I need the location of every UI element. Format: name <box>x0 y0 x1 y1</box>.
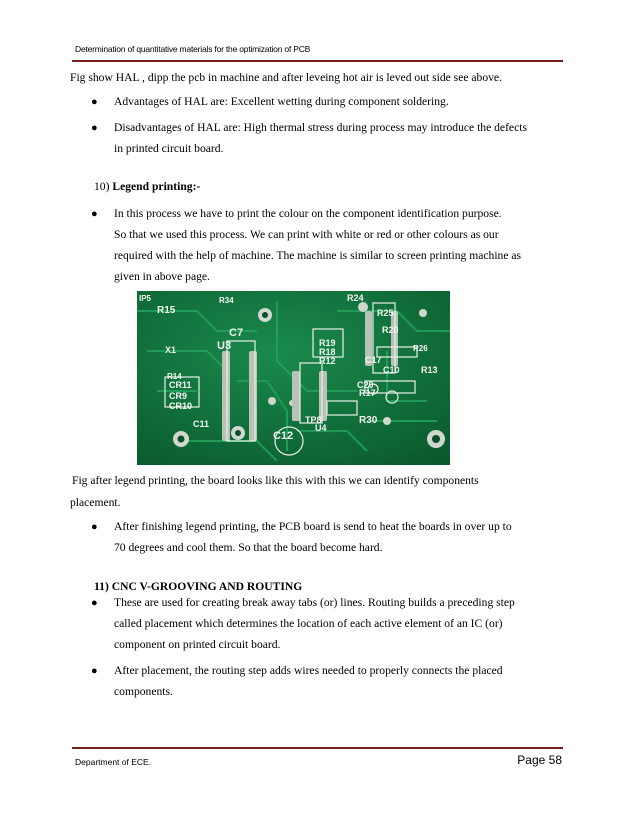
header-rule <box>72 60 563 62</box>
pcb-label: R17 <box>359 388 376 398</box>
legend-section-number: 10) <box>94 180 113 193</box>
bullet-icon: ● <box>91 208 98 220</box>
after-legend-item-cont: 70 degrees and cool them. So that the board become hard. <box>114 541 383 554</box>
pcb-label: TP8 <box>305 415 322 425</box>
legend-item-line: given in above page. <box>114 270 210 283</box>
footer-department: Department of ECE. <box>75 757 152 767</box>
pcb-label: R34 <box>219 296 234 305</box>
figure-caption: Fig after legend printing, the board looks like this with this we can identify components <box>72 474 479 487</box>
pcb-label: R19 <box>319 338 336 348</box>
pcb-label: U4 <box>315 423 327 433</box>
pcb-label: CR10 <box>169 401 193 411</box>
cnc-item-line: component on printed circuit board. <box>114 638 281 651</box>
bullet-icon: ● <box>91 665 98 677</box>
pcb-label: C20 <box>357 380 374 390</box>
routing-item-line: After placement, the routing step adds wires needed to properly connects the placed <box>114 664 503 677</box>
legend-item-line: required with the help of machine. The machine is similar to screen printing machine as <box>114 249 522 262</box>
bullet-icon: ● <box>91 96 98 108</box>
pcb-label: R18 <box>319 347 336 357</box>
pcb-label: R12 <box>319 356 336 366</box>
pcb-label: R26 <box>413 344 428 353</box>
after-legend-item: After finishing legend printing, the PCB board is send to heat the boards in over up to <box>114 520 512 533</box>
pcb-photo <box>137 291 450 465</box>
page-number: Page 58 <box>517 753 562 767</box>
page-header: Determination of quantitative materials for the optimization of PCB <box>75 44 311 54</box>
pcb-label: C11 <box>193 419 210 429</box>
hal-disadvantages-item: Disadvantages of HAL are: High thermal stress during process may introduce the defects <box>114 121 527 134</box>
bullet-icon: ● <box>91 122 98 134</box>
cnc-section-heading: 11) CNC V-GROOVING AND ROUTING <box>94 580 303 593</box>
legend-section-title: Legend printing:- <box>112 180 201 193</box>
pcb-label: C17 <box>365 355 382 365</box>
hal-disadvantages-item-cont: in printed circuit board. <box>114 142 224 155</box>
pcb-label: IP5 <box>139 294 152 303</box>
routing-item-line: components. <box>114 685 173 698</box>
pcb-label: CR11 <box>169 380 192 390</box>
bullet-icon: ● <box>91 597 98 609</box>
pcb-label: X1 <box>165 345 177 355</box>
footer-rule <box>72 747 563 749</box>
pcb-label: R25 <box>377 308 394 318</box>
legend-item-line: So that we used this process. We can print with white or red or other colours as our <box>114 228 499 241</box>
pcb-label: U3 <box>217 340 232 352</box>
bullet-icon: ● <box>91 521 98 533</box>
pcb-label: R14 <box>167 372 182 381</box>
cnc-item-line: These are used for creating break away tabs (or) lines. Routing builds a preceding step <box>114 596 515 609</box>
pcb-label: C10 <box>383 365 400 375</box>
pcb-label: R13 <box>421 365 438 375</box>
pcb-label: R30 <box>359 415 378 426</box>
pcb-label: R20 <box>382 325 399 335</box>
figure-caption-cont: placement. <box>70 496 121 509</box>
hal-advantages-item: Advantages of HAL are: Excellent wetting during component soldering. <box>114 95 449 108</box>
legend-item-line: In this process we have to print the colour on the component identification purpose. <box>114 207 502 220</box>
pcb-label: R24 <box>347 293 364 303</box>
pcb-label: C7 <box>229 327 244 339</box>
cnc-item-line: called placement which determines the location of each active element of an IC (or) <box>114 617 503 630</box>
hal-intro-paragraph: Fig show HAL , dipp the pcb in machine and after leveing hot air is leved out side see above. <box>70 71 502 84</box>
pcb-label: CR9 <box>169 391 188 401</box>
pcb-label: C12 <box>273 430 294 442</box>
pcb-label: R15 <box>157 305 176 316</box>
legend-section-heading <box>94 177 200 197</box>
